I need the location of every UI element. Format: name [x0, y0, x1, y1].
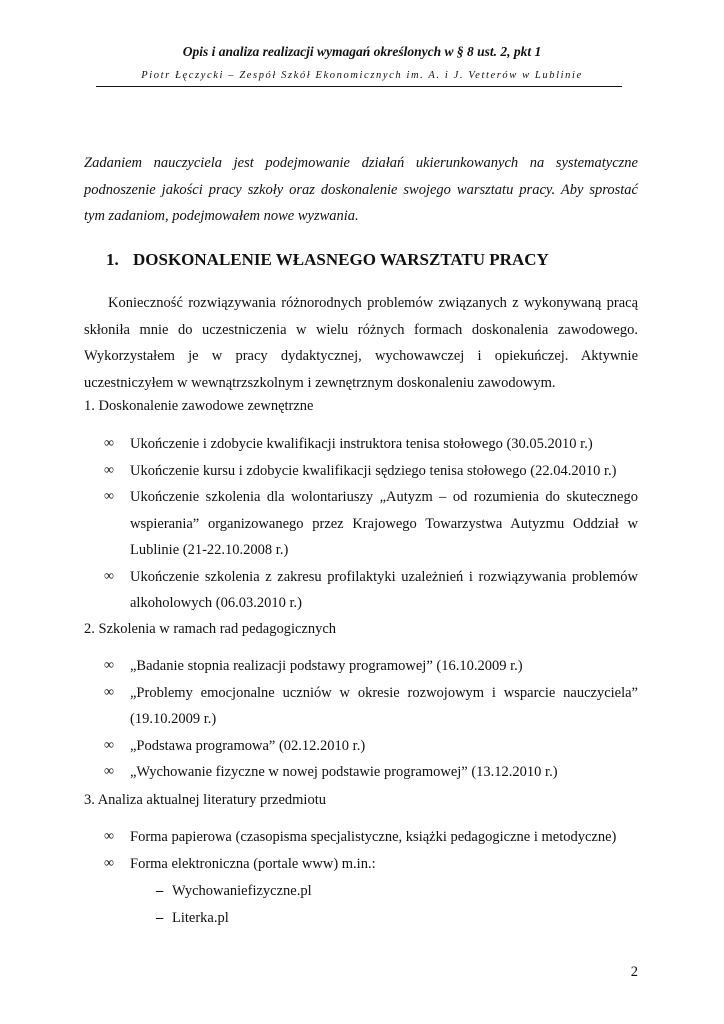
page-number: 2 [630, 964, 638, 980]
list-item [104, 733, 638, 760]
infinity-bullet-icon: ∞ [104, 684, 114, 700]
subsection-list-1 [104, 431, 638, 617]
header-rule [96, 86, 622, 87]
subsection-list-3 [104, 824, 638, 877]
infinity-bullet-icon: ∞ [104, 568, 114, 584]
dash-bullet-icon: – [156, 883, 164, 899]
intro-paragraph: Zadaniem nauczyciela jest podejmowanie działań ukierunkowanych na systematyczne podnoszenie jakości pracy szkoły oraz doskonalenie swojego warsztatu pracy. Aby sprostać tym zadaniom, podejmowałem nowe wyzwania. [84, 155, 638, 224]
infinity-bullet-icon: ∞ [104, 489, 114, 504]
sub-list-item-text: Literka.pl [172, 909, 229, 926]
list-item [104, 458, 638, 485]
section-title: DOSKONALENIE WŁASNEGO WARSZTATU PRACY [133, 250, 549, 269]
infinity-bullet-icon: ∞ [104, 658, 114, 673]
infinity-bullet-icon: ∞ [104, 462, 114, 478]
list-item [104, 484, 638, 564]
list-item [104, 680, 638, 733]
infinity-bullet-icon: ∞ [104, 855, 114, 871]
subsection-heading-2: 2. Szkolenia w ramach rad pedagogicznych [84, 621, 337, 637]
sub-list-item [156, 878, 456, 905]
list-item-text: Ukończenie szkolenia z zakresu profilaktyki uzależnień i rozwiązywania problemów alkoholowych (06.03.2010 r.) [130, 568, 638, 611]
header-title: Opis i analiza realizacji wymagań określonych w § 8 ust. 2, pkt 1 [182, 44, 542, 59]
section-number: 1. [106, 250, 119, 269]
infinity-bullet-icon: ∞ [104, 829, 114, 844]
header-subtitle: Piotr Łęczycki – Zespół Szkół Ekonomicznych im. A. i J. Vetterów w Lublinie [141, 70, 583, 81]
list-item-text: Forma papierowa (czasopisma specjalistyczne, książki pedagogiczne i metodyczne) [130, 829, 617, 845]
sub-list-item [156, 905, 456, 932]
subsection-list-2 [104, 653, 638, 786]
list-item-text: Ukończenie kursu i zdobycie kwalifikacji sędziego tenisa stołowego (22.04.2010 r.) [130, 462, 617, 479]
sub-list-item-text: Wychowaniefizyczne.pl [172, 883, 312, 899]
list-item [104, 653, 638, 680]
section-paragraph: Konieczność rozwiązywania różnorodnych problemów związanych z wykonywaną pracą skłoniła mnie do uczestniczenia w wielu różnych formach doskonalenia zawodowego. Wykorzystałem je w pracy dydaktycznej, wychowawczej i opiekuńczej. Aktywnie uczestniczyłem w wewnątrzszkolnym i zewnętrznym doskonaleniu zawodowym. [84, 295, 638, 391]
list-item [104, 824, 638, 851]
list-item-text: Ukończenie i zdobycie kwalifikacji instruktora tenisa stołowego (30.05.2010 r.) [130, 436, 593, 452]
infinity-bullet-icon: ∞ [104, 737, 114, 753]
list-item-text: „Problemy emocjonalne uczniów w okresie rozwojowym i wsparcie nauczyciela” (19.10.2009 r.) [130, 684, 638, 727]
list-item-text: „Badanie stopnia realizacji podstawy programowej” (16.10.2009 r.) [130, 658, 523, 674]
infinity-bullet-icon: ∞ [104, 764, 114, 779]
dash-bullet-icon: – [156, 909, 164, 926]
sub-list-portals [156, 878, 456, 931]
list-item-text: Ukończenie szkolenia dla wolontariuszy „Autyzm – od rozumienia do skutecznego wspierania” organizowanego przez Krajowego Towarzystwa Autyzmu Oddział w Lublinie (21-22.10.2008 r.) [130, 489, 638, 558]
list-item-text: „Wychowanie fizyczne w nowej podstawie programowej” (13.12.2010 r.) [130, 764, 558, 780]
subsection-heading-1: 1. Doskonalenie zawodowe zewnętrzne [84, 398, 314, 414]
list-item [104, 431, 638, 458]
subsection-heading-3: 3. Analiza aktualnej literatury przedmiotu [84, 792, 326, 808]
section-heading [106, 250, 549, 270]
list-item-text: Forma elektroniczna (portale www) m.in.: [130, 855, 376, 872]
list-item [104, 851, 638, 878]
list-item-text: „Podstawa programowa” (02.12.2010 r.) [130, 737, 366, 754]
list-item [104, 759, 638, 786]
infinity-bullet-icon: ∞ [104, 436, 114, 451]
list-item [104, 564, 638, 617]
